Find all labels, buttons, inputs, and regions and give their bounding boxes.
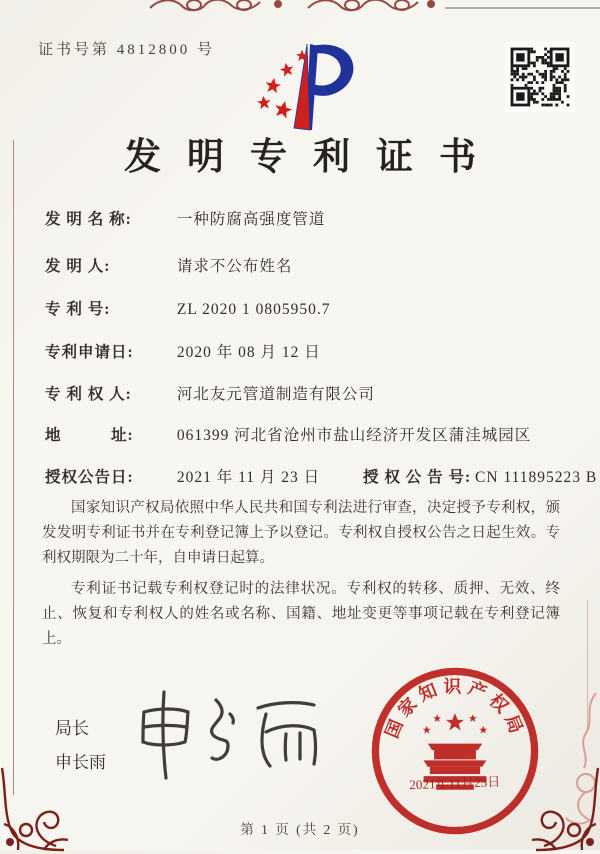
field-value: 2021 年 11 月 23 日 [176,469,321,486]
director-signature [130,686,330,786]
qr-code [505,42,575,112]
field-value: CN 111895223 B [475,469,598,486]
seal-date: 2021年11月23日 [409,774,501,793]
field-label: 发 明 名 称: [45,211,132,228]
field-value: 请求不公布姓名 [176,258,293,275]
corner-ornament-right [524,758,600,854]
photo-edge-line [445,7,600,9]
certificate-title: 发明专利证书 [124,137,502,178]
signer-title: 局长 [55,719,89,738]
field-grant-number [363,465,597,487]
field-label: 发 明 人: [45,258,111,275]
field-value: 一种防腐高强度管道 [176,211,326,228]
left-border-line [13,140,14,795]
official-seal [366,662,544,840]
field-label: 专 利 权 人: [45,386,132,403]
signer-name: 申长雨 [55,753,106,772]
cnipa-patent-logo-icon [250,40,372,134]
field-inventor [45,254,292,276]
field-label: 地 址: [45,427,134,444]
field-patent-number [45,297,331,319]
field-address [45,423,531,445]
field-value: 2020 年 08 月 12 日 [176,344,321,361]
field-grant-date-row [45,465,598,487]
field-label: 授 权 公 告 号: [363,469,472,486]
field-label: 授权公告日: [45,469,134,486]
field-value: 河北友元管道制造有限公司 [176,386,375,403]
corner-ornament-left [0,758,76,854]
legal-text [42,496,560,658]
top-border-ornament [148,0,448,20]
legal-paragraph-1: 国家知识产权局依照中华人民共和国专利法进行审查，决定授予专利权，颁发发明专利证书并在专利登记簿上予以登记。专利权自授权公告之日起生效。专利权期限为二十年，自申请日起算。 [42,500,560,566]
field-label: 专利申请日: [45,344,134,361]
certificate-number: 证书号第 4812800 号 [38,42,216,58]
seal-text: 国家知识产权局 [381,676,529,741]
field-value: ZL 2020 1 0805950.7 [176,301,331,318]
legal-paragraph-2: 专利证书记载专利权登记时的法律状况。专利权的转移、质押、无效、终止、恢复和专利权人的姓名或名称、国籍、地址变更等事项记载在专利登记簿上。 [42,580,560,647]
field-application-date [45,340,321,362]
field-patentee [45,382,375,404]
page-number: 第 1 页 (共 2 页) [240,822,360,837]
field-value: 061399 河北省沧州市盐山经济开发区蒲洼城园区 [176,427,532,444]
field-invention-name [45,207,325,229]
field-label: 专 利 号: [45,301,111,318]
